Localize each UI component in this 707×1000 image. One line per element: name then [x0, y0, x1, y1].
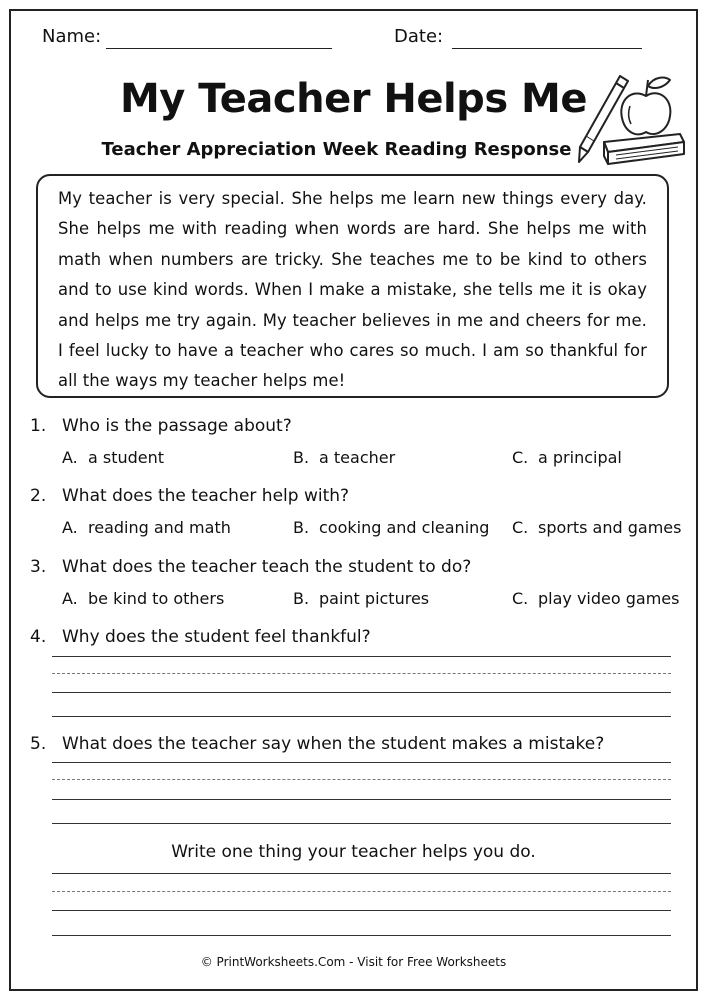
question-text: What does the teacher teach the student to do?	[62, 557, 472, 577]
option-2a[interactable]	[62, 518, 231, 537]
question-number: 1.	[30, 416, 47, 436]
option-letter: B.	[293, 448, 310, 467]
option-text: cooking and cleaning	[319, 518, 490, 537]
book-icon	[604, 134, 684, 164]
option-text: reading and math	[88, 518, 231, 537]
answer-line[interactable]	[52, 716, 671, 717]
option-3a[interactable]	[62, 589, 224, 608]
name-label: Name:	[42, 26, 102, 47]
page-title: My Teacher Helps Me	[120, 76, 587, 122]
option-1a[interactable]	[62, 448, 164, 467]
question-text: Why does the student feel thankful?	[62, 627, 371, 647]
option-letter: C.	[512, 448, 529, 467]
passage-text: My teacher is very special. She helps me learn new things every day. She helps me with reading when words are hard. She helps me with math when numbers are tricky. She teaches me to be kind to others and to use kind words. When I make a mistake, she tells me it is okay and helps me try again. My teacher believes in me and cheers for me. I feel lucky to have a teacher who cares so much. I am so thankful for all the ways my teacher helps me!	[58, 189, 647, 391]
option-letter: C.	[512, 589, 529, 608]
option-1b[interactable]	[293, 448, 395, 467]
passage-box	[36, 174, 669, 398]
answer-line[interactable]	[52, 873, 671, 874]
date-label: Date:	[394, 26, 444, 47]
answer-line[interactable]	[52, 935, 671, 936]
option-letter: B.	[293, 518, 310, 537]
answer-line[interactable]	[52, 762, 671, 763]
option-1c[interactable]	[512, 448, 622, 467]
footer-credit: © PrintWorksheets.Com - Visit for Free Worksheets	[200, 955, 507, 969]
answer-line[interactable]	[52, 910, 671, 911]
question-text: What does the teacher say when the student makes a mistake?	[62, 734, 605, 754]
answer-line[interactable]	[52, 692, 671, 693]
answer-line[interactable]	[52, 656, 671, 657]
question-text: Who is the passage about?	[62, 416, 292, 436]
option-letter: A.	[62, 589, 78, 608]
option-letter: A.	[62, 518, 78, 537]
option-text: a student	[88, 448, 165, 467]
writing-prompt: Write one thing your teacher helps you do.	[171, 842, 536, 862]
question-text: What does the teacher help with?	[62, 486, 350, 506]
question-number: 3.	[30, 557, 47, 577]
option-text: a principal	[538, 448, 622, 467]
option-text: paint pictures	[319, 589, 430, 608]
answer-guide-line	[52, 779, 671, 780]
option-2c[interactable]	[512, 518, 681, 537]
option-text: a teacher	[319, 448, 396, 467]
option-text: sports and games	[538, 518, 682, 537]
answer-line[interactable]	[52, 799, 671, 800]
option-text: play video games	[538, 589, 680, 608]
apple-icon	[621, 78, 670, 135]
page-subtitle: Teacher Appreciation Week Reading Response	[101, 139, 572, 160]
answer-guide-line	[52, 673, 671, 674]
option-letter: C.	[512, 518, 529, 537]
question-number: 4.	[30, 627, 47, 647]
option-letter: A.	[62, 448, 78, 467]
option-text: be kind to others	[88, 589, 225, 608]
question-number: 2.	[30, 486, 47, 506]
name-input-line[interactable]	[106, 48, 332, 49]
option-3c[interactable]	[512, 589, 679, 608]
answer-guide-line	[52, 891, 671, 892]
clipart	[576, 68, 688, 166]
date-input-line[interactable]	[452, 48, 642, 49]
option-2b[interactable]	[293, 518, 489, 537]
question-number: 5.	[30, 734, 47, 754]
option-letter: B.	[293, 589, 310, 608]
option-3b[interactable]	[293, 589, 429, 608]
answer-line[interactable]	[52, 823, 671, 824]
